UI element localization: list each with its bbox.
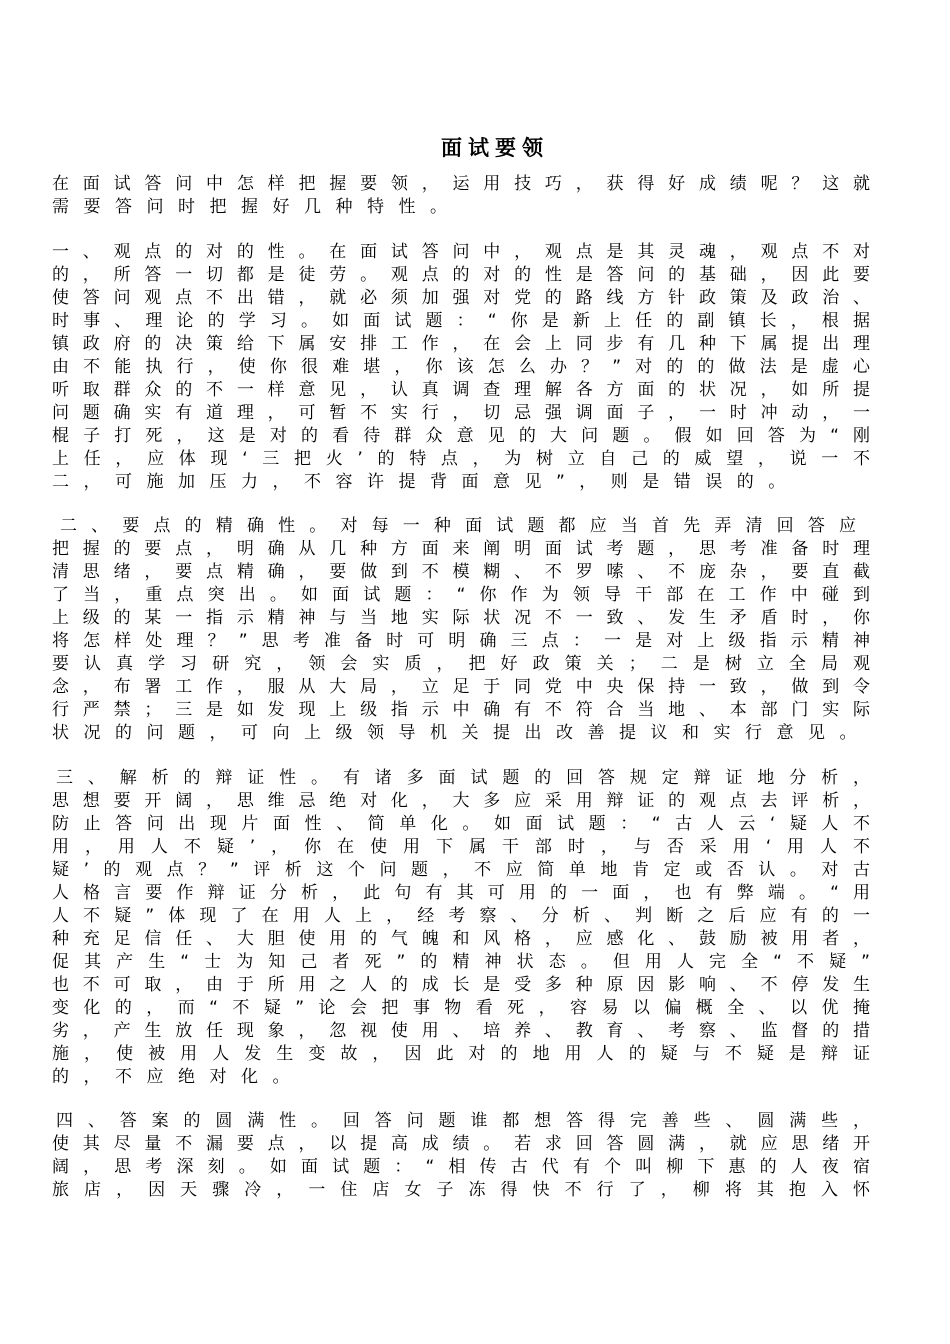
body-line: 了当，重点突出。如面试题：“你作为领导干部在工作中碰到: [52, 585, 870, 605]
body-line: 劣，产生放任现象，忽视使用、培养、教育、考察、监督的措: [52, 1021, 870, 1041]
body-line: 人格言要作辩证分析，此句有其可用的一面，也有弊端。“用: [52, 883, 870, 903]
body-line: 施，使被用人发生变故，因此对的地用人的疑与不疑是辩证: [52, 1044, 870, 1064]
body-line: 种充足信任、大胆使用的气魄和风格，应感化、鼓励被用者，: [52, 929, 870, 949]
body-line: 一、观点的对的性。在面试答问中，观点是其灵魂，观点不对: [52, 242, 870, 262]
body-line: 防止答问出现片面性、简单化。如面试题：“古人云‘疑人不: [52, 814, 870, 834]
body-line: 由不能执行，使你很难堪，你该怎么办？”对的的做法是虚心: [52, 357, 870, 377]
body-line: 将怎样处理？”思考准备时可明确三点：一是对上级指示精神: [52, 631, 870, 651]
body-line: 四、答案的圆满性。回答问题谁都想答得完善些、圆满些，: [56, 1111, 870, 1131]
body-line: 使答问观点不出错，就必须加强对党的路线方针政策及政治、: [52, 288, 870, 308]
body-line: 问题确实有道理，可暂不实行，切忌强调面子，一时冲动，一: [52, 403, 870, 423]
body-line: 时事、理论的学习。如面试题：“你是新上任的副镇长，根据: [52, 311, 870, 331]
body-line: 清思绪，要点精确，要做到不模糊、不罗嗦、不庞杂，要直截: [52, 562, 870, 582]
body-line: 促其产生“士为知己者死”的精神状态。但用人完全“不疑”: [52, 952, 870, 972]
body-line: 也不可取，由于所用之人的成长是受多种原因影响、不停发生: [52, 975, 870, 995]
body-line: 把握的要点，明确从几种方面来阐明面试考题，思考准备时理: [52, 539, 870, 559]
body-line: 人不疑”体现了在用人上，经考察、分析、判断之后应有的一: [52, 906, 870, 926]
page-title: 面试要领: [441, 136, 549, 160]
body-line: 的，不应绝对化。: [52, 1067, 304, 1087]
body-line: 二、要点的精确性。对每一种面试题都应当首先弄清回答应: [60, 516, 856, 536]
body-line: 镇政府的决策给下属安排工作，在会上同步有几种下属提出理: [52, 334, 870, 354]
body-line: 二，可施加压力，不容许提背面意见”，则是错误的。: [52, 472, 800, 492]
body-line: 变化的，而“不疑”论会把事物看死，容易以偏概全、以优掩: [52, 998, 870, 1018]
body-line: 旅店，因天骤冷，一住店女子冻得快不行了，柳将其抱入怀: [52, 1180, 870, 1200]
body-line: 听取群众的不一样意见，认真调查理解各方面的状况，如所提: [52, 380, 870, 400]
body-line: 状况的问题，可向上级领导机关提出改善提议和实行意见。: [52, 723, 871, 743]
body-line: 阔，思考深刻。如面试题：“相传古代有个叫柳下惠的人夜宿: [52, 1157, 870, 1177]
body-line: 三、解析的辩证性。有诸多面试题的回答规定辩证地分析，: [56, 768, 870, 788]
body-line: 疑’的观点？”评析这个问题，不应简单地肯定或否认。对古: [52, 860, 870, 880]
body-line: 需要答问时把握好几种特性。: [52, 197, 462, 217]
body-line: 要认真学习研究，领会实质，把好政策关；二是树立全局观: [52, 654, 870, 674]
body-line: 用，用人不疑’，你在使用下属干部时，与否采用‘用人不: [52, 837, 870, 857]
body-line: 上级的某一指示精神与当地实际状况不一致、发生矛盾时，你: [52, 608, 870, 628]
body-line: 思想要开阔，思维忌绝对化，大多应采用辩证的观点去评析，: [52, 791, 870, 811]
body-line: 的，所答一切都是徒劳。观点的对的性是答问的基础，因此要: [52, 265, 870, 285]
body-line: 上任，应体现‘三把火’的特点，为树立自己的威望，说一不: [52, 449, 870, 469]
body-line: 棍子打死，这是对的看待群众意见的大问题。假如回答为“刚: [52, 426, 870, 446]
body-line: 在面试答问中怎样把握要领，运用技巧，获得好成绩呢？这就: [52, 174, 870, 194]
body-line: 念，布署工作，服从大局，立足于同党中央保持一致，做到令: [52, 677, 870, 697]
body-line: 使其尽量不漏要点，以提高成绩。若求回答圆满，就应思绪开: [52, 1134, 870, 1154]
body-line: 行严禁；三是如发现上级指示中确有不符合当地、本部门实际: [52, 700, 870, 720]
